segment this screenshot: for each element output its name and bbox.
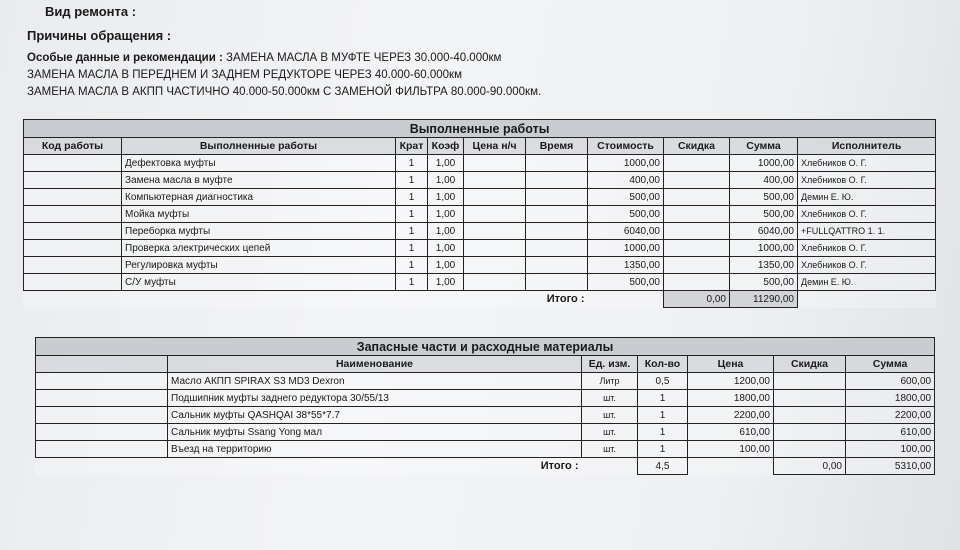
work-sum-cell: 1000,00: [730, 155, 798, 172]
parts-row: [36, 441, 935, 458]
part-discount-cell: [774, 373, 846, 390]
parts-total-sum: 5310,00: [846, 458, 935, 475]
col-price: Цена: [688, 356, 774, 373]
parts-row: [36, 407, 935, 424]
works-total-row: [24, 291, 936, 308]
work-time-cell: [526, 274, 588, 291]
works-header-row: [24, 138, 936, 155]
part-qty-cell: 0,5: [638, 373, 688, 390]
part-blank-cell: [36, 373, 168, 390]
work-sum-cell: 500,00: [730, 274, 798, 291]
work-koef-cell: 1,00: [428, 172, 464, 189]
col-qty: Кол-во: [638, 356, 688, 373]
work-name-cell: Дефектовка муфты: [122, 155, 396, 172]
work-time-cell: [526, 257, 588, 274]
work-name-cell: Переборка муфты: [122, 223, 396, 240]
work-cost-cell: 500,00: [588, 189, 664, 206]
parts-table: [35, 337, 935, 475]
col-sum: Сумма: [730, 138, 798, 155]
work-executor-cell: Демин Е. Ю.: [798, 189, 936, 206]
works-row: [24, 257, 936, 274]
works-row: [24, 240, 936, 257]
part-discount-cell: [774, 441, 846, 458]
col-work-code: Код работы: [24, 138, 122, 155]
work-name-cell: Замена масла в муфте: [122, 172, 396, 189]
work-discount-cell: [664, 257, 730, 274]
work-sum-cell: 1000,00: [730, 240, 798, 257]
parts-row: [36, 424, 935, 441]
work-koef-cell: 1,00: [428, 155, 464, 172]
col-cost: Стоимость: [588, 138, 664, 155]
parts-title-row: [36, 338, 935, 356]
col-unit: Ед. изм.: [582, 356, 638, 373]
part-qty-cell: 1: [638, 390, 688, 407]
part-price-cell: 610,00: [688, 424, 774, 441]
work-koef-cell: 1,00: [428, 206, 464, 223]
col-executor: Исполнитель: [798, 138, 936, 155]
works-row: [24, 189, 936, 206]
work-price-hour-cell: [464, 223, 526, 240]
part-qty-cell: 1: [638, 424, 688, 441]
works-row: [24, 274, 936, 291]
part-name-cell: Масло АКПП SPIRAX S3 MD3 Dexron: [168, 373, 582, 390]
parts-total-row: [36, 458, 935, 475]
work-cost-cell: 6040,00: [588, 223, 664, 240]
col-discount: Скидка: [664, 138, 730, 155]
work-time-cell: [526, 206, 588, 223]
col-work-name: Выполненные работы: [122, 138, 396, 155]
parts-header-row: [36, 356, 935, 373]
part-name-cell: Подшипник муфты заднего редуктора 30/55/13: [168, 390, 582, 407]
work-sum-cell: 500,00: [730, 206, 798, 223]
part-price-cell: 100,00: [688, 441, 774, 458]
work-cost-cell: 1350,00: [588, 257, 664, 274]
work-price-hour-cell: [464, 274, 526, 291]
work-price-hour-cell: [464, 155, 526, 172]
work-krat-cell: 1: [396, 274, 428, 291]
works-row: [24, 223, 936, 240]
part-unit-cell: шт.: [582, 441, 638, 458]
part-name-cell: Сальник муфты QASHQAI 38*55*7.7: [168, 407, 582, 424]
part-qty-cell: 1: [638, 441, 688, 458]
works-table: [23, 119, 936, 308]
work-koef-cell: 1,00: [428, 274, 464, 291]
col-part-sum: Сумма: [846, 356, 935, 373]
part-name-cell: Въезд на территорию: [168, 441, 582, 458]
part-sum-cell: 1800,00: [846, 390, 935, 407]
works-title: Выполненные работы: [24, 120, 936, 138]
repair-type-label: Вид ремонта :: [45, 4, 137, 19]
work-time-cell: [526, 189, 588, 206]
part-blank-cell: [36, 407, 168, 424]
part-unit-cell: шт.: [582, 424, 638, 441]
work-code-cell: [24, 223, 122, 240]
work-code-cell: [24, 240, 122, 257]
part-sum-cell: 2200,00: [846, 407, 935, 424]
part-price-cell: 1800,00: [688, 390, 774, 407]
part-discount-cell: [774, 390, 846, 407]
work-krat-cell: 1: [396, 223, 428, 240]
work-sum-cell: 400,00: [730, 172, 798, 189]
work-discount-cell: [664, 223, 730, 240]
work-sum-cell: 6040,00: [730, 223, 798, 240]
work-koef-cell: 1,00: [428, 223, 464, 240]
work-name-cell: С/У муфты: [122, 274, 396, 291]
recommendation-line-1: [27, 52, 501, 64]
work-krat-cell: 1: [396, 257, 428, 274]
parts-row: [36, 373, 935, 390]
parts-total-discount: 0,00: [774, 458, 846, 475]
work-time-cell: [526, 155, 588, 172]
part-blank-cell: [36, 424, 168, 441]
part-name-cell: Сальник муфты Ssang Yong мал: [168, 424, 582, 441]
work-discount-cell: [664, 274, 730, 291]
col-price-hour: Цена н/ч: [464, 138, 526, 155]
work-price-hour-cell: [464, 257, 526, 274]
part-unit-cell: Литр: [582, 373, 638, 390]
work-cost-cell: 1000,00: [588, 240, 664, 257]
col-time: Время: [526, 138, 588, 155]
work-time-cell: [526, 240, 588, 257]
work-cost-cell: 1000,00: [588, 155, 664, 172]
work-cost-cell: 500,00: [588, 206, 664, 223]
work-executor-cell: Хлебников О. Г.: [798, 155, 936, 172]
parts-total-label: Итого :: [540, 460, 579, 473]
part-unit-cell: шт.: [582, 407, 638, 424]
recommendation-line-3: ЗАМЕНА МАСЛА В АКПП ЧАСТИЧНО 40.000-50.000км С ЗАМЕНОЙ ФИЛЬТРА 80.000-90.000км.: [27, 86, 542, 98]
work-executor-cell: Хлебников О. Г.: [798, 257, 936, 274]
works-total-label: Итого :: [546, 293, 585, 306]
works-total-sum: 11290,00: [730, 291, 798, 308]
work-code-cell: [24, 155, 122, 172]
work-discount-cell: [664, 155, 730, 172]
work-krat-cell: 1: [396, 172, 428, 189]
col-koef: Коэф: [428, 138, 464, 155]
works-title-row: [24, 120, 936, 138]
part-blank-cell: [36, 441, 168, 458]
work-cost-cell: 500,00: [588, 274, 664, 291]
work-time-cell: [526, 172, 588, 189]
work-code-cell: [24, 206, 122, 223]
part-sum-cell: 600,00: [846, 373, 935, 390]
parts-row: [36, 390, 935, 407]
work-krat-cell: 1: [396, 189, 428, 206]
work-sum-cell: 1350,00: [730, 257, 798, 274]
works-row: [24, 155, 936, 172]
work-price-hour-cell: [464, 189, 526, 206]
work-discount-cell: [664, 206, 730, 223]
work-discount-cell: [664, 172, 730, 189]
work-code-cell: [24, 189, 122, 206]
work-name-cell: Регулировка муфты: [122, 257, 396, 274]
work-price-hour-cell: [464, 172, 526, 189]
work-koef-cell: 1,00: [428, 189, 464, 206]
works-row: [24, 172, 936, 189]
work-name-cell: Компьютерная диагностика: [122, 189, 396, 206]
work-code-cell: [24, 172, 122, 189]
col-part-discount: Скидка: [774, 356, 846, 373]
part-qty-cell: 1: [638, 407, 688, 424]
work-krat-cell: 1: [396, 240, 428, 257]
works-row: [24, 206, 936, 223]
work-executor-cell: Хлебников О. Г.: [798, 172, 936, 189]
work-time-cell: [526, 223, 588, 240]
work-executor-cell: Хлебников О. Г.: [798, 206, 936, 223]
work-price-hour-cell: [464, 240, 526, 257]
part-sum-cell: 610,00: [846, 424, 935, 441]
work-koef-cell: 1,00: [428, 240, 464, 257]
work-discount-cell: [664, 189, 730, 206]
recommendation-line-2: ЗАМЕНА МАСЛА В ПЕРЕДНЕМ И ЗАДНЕМ РЕДУКТОРЕ ЧЕРЕЗ 40.000-60.000км: [27, 69, 462, 81]
work-sum-cell: 500,00: [730, 189, 798, 206]
parts-title: Запасные части и расходные материалы: [36, 338, 935, 356]
work-code-cell: [24, 274, 122, 291]
work-koef-cell: 1,00: [428, 257, 464, 274]
works-total-discount: 0,00: [664, 291, 730, 308]
work-price-hour-cell: [464, 206, 526, 223]
part-price-cell: 1200,00: [688, 373, 774, 390]
work-krat-cell: 1: [396, 155, 428, 172]
work-krat-cell: 1: [396, 206, 428, 223]
work-name-cell: Мойка муфты: [122, 206, 396, 223]
work-executor-cell: Демин Е. Ю.: [798, 274, 936, 291]
recommendations-label: Особые данные и рекомендации :: [27, 52, 223, 64]
work-name-cell: Проверка электрических цепей: [122, 240, 396, 257]
col-krat: Крат: [396, 138, 428, 155]
recommendation-text-1: ЗАМЕНА МАСЛА В МУФТЕ ЧЕРЕЗ 30.000-40.000км: [226, 52, 502, 64]
work-discount-cell: [664, 240, 730, 257]
part-price-cell: 2200,00: [688, 407, 774, 424]
work-cost-cell: 400,00: [588, 172, 664, 189]
part-sum-cell: 100,00: [846, 441, 935, 458]
col-part-name: Наименование: [168, 356, 582, 373]
work-code-cell: [24, 257, 122, 274]
parts-total-qty: 4,5: [638, 458, 688, 475]
part-unit-cell: шт.: [582, 390, 638, 407]
part-discount-cell: [774, 407, 846, 424]
part-discount-cell: [774, 424, 846, 441]
part-blank-cell: [36, 390, 168, 407]
work-executor-cell: +FULLQATTRO 1. 1.: [798, 223, 936, 240]
reason-label: Причины обращения :: [27, 28, 172, 43]
work-executor-cell: Хлебников О. Г.: [798, 240, 936, 257]
